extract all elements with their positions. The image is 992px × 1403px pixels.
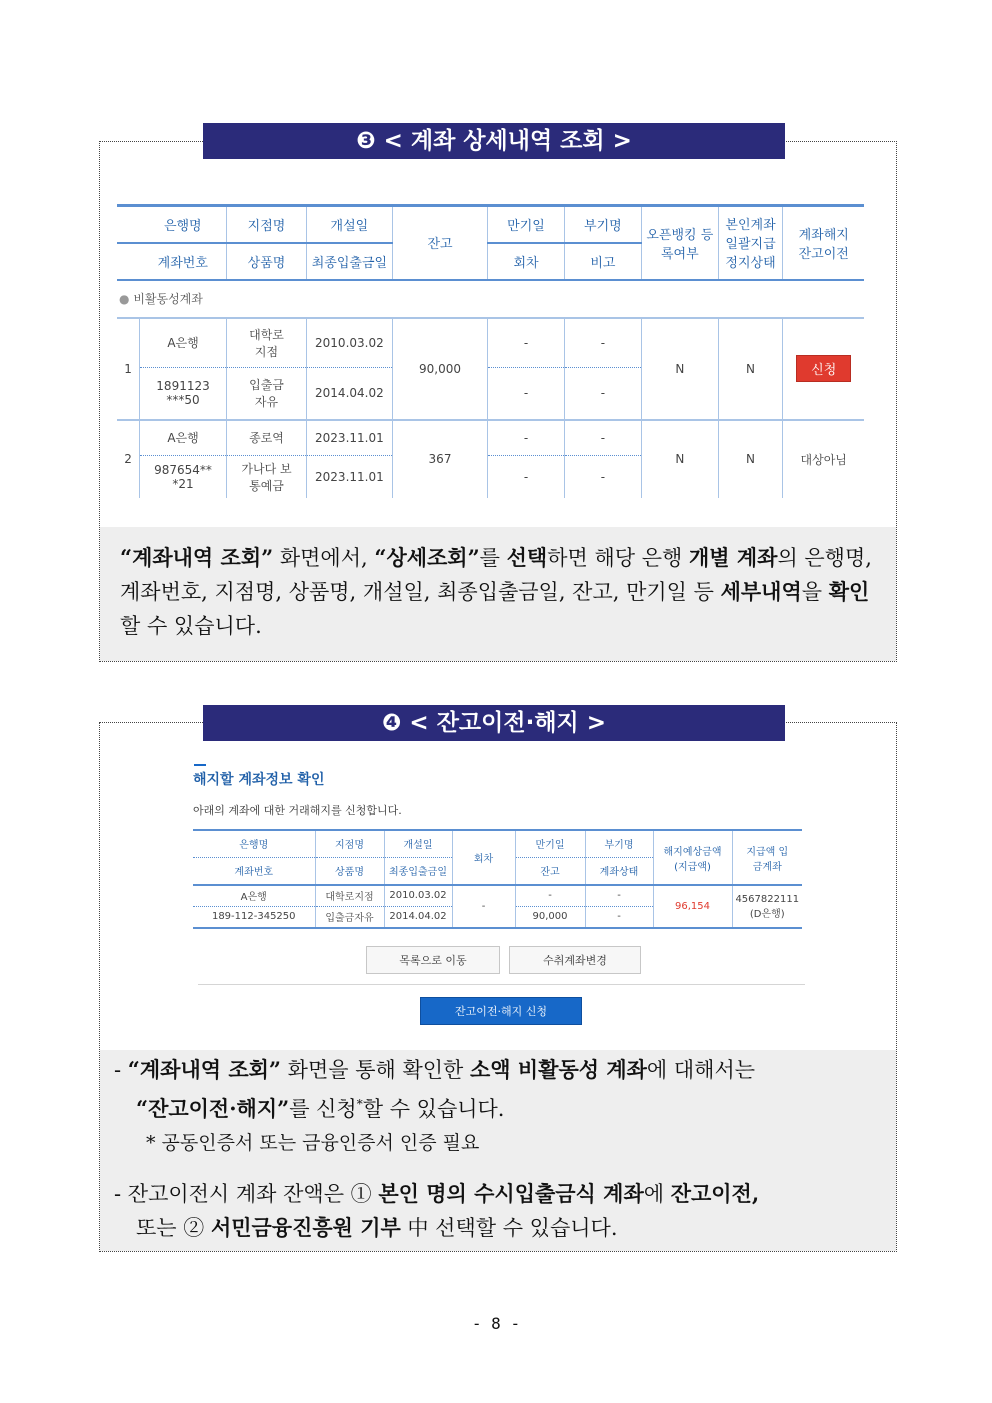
th-open-banking: 오픈뱅킹 등록여부	[642, 206, 719, 280]
cancel-apply-button[interactable]: 신청	[796, 355, 851, 382]
page-number: - 8 -	[471, 1314, 521, 1333]
desc4-text6: 에	[643, 1182, 671, 1206]
desc4-bold4: 서민금융진흥원 기부	[210, 1215, 401, 1240]
t2-pay-bank: (D은행)	[749, 908, 785, 920]
row1-last-tx: 2014.04.02	[307, 368, 393, 420]
th-bank: 은행명	[140, 206, 227, 243]
th2-status: 계좌상태	[585, 857, 653, 885]
t2-status: -	[585, 906, 653, 928]
desc4-quote1: “계좌내역 조회”	[127, 1057, 281, 1082]
group-label: 비활동성계좌	[133, 292, 203, 306]
th-memo-name: 부기명	[564, 206, 641, 243]
row2-cancel: 대상아님	[783, 420, 864, 498]
desc4-bold1: 소액 비활동성 계좌	[469, 1057, 647, 1082]
desc4-quote2: “잔고이전·해지”	[136, 1096, 290, 1121]
desc3-text5: 을	[801, 580, 829, 604]
th2-expected: 해지예상금액 (지급액)	[653, 830, 732, 885]
th-open-date: 개설일	[307, 206, 393, 243]
row2-balance: 367	[392, 420, 488, 498]
desc4-bold2: 본인 명의 수시입출금식 계좌	[378, 1181, 644, 1206]
desc4-bold3: 잔고이전,	[670, 1181, 760, 1206]
desc4-star: *	[356, 1097, 363, 1111]
t2-memo-name: -	[585, 885, 653, 906]
th2-branch: 지점명	[315, 830, 384, 857]
row1-account-no: 1891123 ***50	[140, 368, 227, 420]
apply-transfer-cancel-button[interactable]: 잔고이전·해지 신청	[420, 997, 582, 1025]
row2-memo-name: -	[564, 420, 641, 456]
th2-round: 회차	[452, 830, 515, 885]
desc4-text2: 에 대해서는	[646, 1058, 756, 1082]
desc3-text1: 화면에서,	[273, 546, 375, 570]
section4-description	[100, 1050, 896, 1251]
section4-title: ❹ < 잔고이전·해지 >	[381, 710, 607, 736]
t2-expected: 96,154	[653, 885, 732, 928]
th2-maturity: 만기일	[515, 830, 585, 857]
section3-description	[100, 527, 896, 661]
section4-notice: 아래의 계좌에 대한 거래해지를 신청합니다.	[193, 804, 402, 817]
row2-open-banking: N	[642, 420, 719, 498]
change-pay-account-button[interactable]: 수취계좌변경	[509, 946, 641, 974]
row1-no: 1	[124, 361, 132, 376]
desc4-text3: 를 신청	[289, 1097, 357, 1121]
row1-product: 입출금 자유	[226, 368, 306, 420]
th-maturity: 만기일	[488, 206, 564, 243]
t2-balance: 90,000	[515, 906, 585, 928]
desc3-bold3: 세부내역	[720, 579, 802, 604]
desc3-text2: 를	[479, 546, 507, 570]
row1-balance: 90,000	[392, 318, 488, 420]
t2-pay-account: 4567822111	[735, 893, 800, 905]
row1-remark: -	[564, 368, 641, 420]
section4-subtitle: 해지할 계좌정보 확인	[193, 772, 325, 788]
section4-title-bar	[203, 705, 785, 741]
th-remark: 비고	[564, 243, 641, 280]
th-self-account: 본인계좌 일괄지급 정지상태	[718, 206, 783, 280]
t2-branch: 대학로지점	[315, 885, 384, 906]
t2-product: 입출금자유	[315, 906, 384, 928]
section3-title: ❸ < 계좌 상세내역 조회 >	[356, 128, 632, 154]
row1-memo-name: -	[564, 318, 641, 368]
th2-memo-name: 부기명	[585, 830, 653, 857]
th-balance: 잔고	[392, 206, 488, 280]
th2-open-date: 개설일	[384, 830, 452, 857]
row2-remark: -	[564, 456, 641, 498]
row1-open-date: 2010.03.02	[307, 318, 393, 368]
t2-maturity: -	[515, 885, 585, 906]
th-round: 회차	[488, 243, 564, 280]
row2-product: 가나다 보통예금	[226, 456, 306, 498]
desc4-text1: 화면을 통해 확인한	[280, 1058, 470, 1082]
desc3-bold1: 선택	[506, 545, 548, 570]
desc4-text7: 또는 ②	[136, 1216, 211, 1240]
desc4-text8: 中 선택할 수 있습니다.	[400, 1216, 618, 1240]
th2-bank: 은행명	[193, 830, 315, 857]
row1-maturity: -	[488, 318, 564, 368]
row2-round: -	[488, 456, 564, 498]
th2-pay-account: 지급액 입금계좌	[732, 830, 802, 885]
th2-product: 상품명	[315, 857, 384, 885]
t2-open-date: 2010.03.02	[384, 885, 452, 906]
row1-bank: A은행	[140, 318, 227, 368]
row1-round: -	[488, 368, 564, 420]
cancel-account-table	[193, 829, 802, 929]
desc3-text6: 할 수 있습니다.	[120, 614, 262, 638]
th-branch: 지점명	[226, 206, 306, 243]
th-account-no: 계좌번호	[157, 255, 208, 271]
desc3-text4: 의 은행명, 계좌번호, 지점명, 상품명, 개설일, 최종입출금일, 잔고, 만기일 등	[120, 546, 872, 604]
row2-bank: A은행	[140, 420, 227, 456]
desc3-bold2: 개별 계좌	[688, 545, 778, 570]
back-to-list-button[interactable]: 목록으로 이동	[366, 946, 500, 974]
th-cancel: 계좌해지 잔고이전	[783, 206, 864, 280]
row1-branch: 대학로 지점	[226, 318, 306, 368]
t2-last-tx: 2014.04.02	[384, 906, 452, 928]
row2-account-no: 987654** *21	[140, 456, 227, 498]
desc4-text4: 할 수 있습니다.	[362, 1097, 505, 1121]
desc4-text5: 잔고이전시 계좌 잔액은 ①	[121, 1182, 379, 1206]
t2-bank: A은행	[193, 885, 315, 906]
row1-open-banking: N	[642, 318, 719, 420]
row2-maturity: -	[488, 420, 564, 456]
desc3-bold4: 확인	[828, 579, 870, 604]
row2-open-date: 2023.11.01	[307, 420, 393, 456]
th-last-tx: 최종입출금일	[307, 243, 393, 280]
row2-no: 2	[124, 452, 132, 466]
t2-round: -	[452, 885, 515, 928]
divider	[198, 984, 805, 985]
th2-last-tx: 최종입출금일	[384, 857, 452, 885]
desc4-dash1: -	[114, 1058, 122, 1082]
row1-self-account: N	[718, 318, 783, 420]
desc3-text3: 하면 해당 은행	[547, 546, 689, 570]
th2-balance: 잔고	[515, 857, 585, 885]
subtitle-accent	[194, 764, 206, 766]
desc4-footnote: * 공동인증서 또는 금융인증서 인증 필요	[146, 1132, 480, 1154]
row2-branch: 종로역	[226, 420, 306, 456]
desc3-quote1: “계좌내역 조회”	[120, 545, 274, 570]
section3-title-bar	[203, 123, 785, 159]
th-product: 상품명	[226, 243, 306, 280]
th2-account-no: 계좌번호	[234, 867, 274, 879]
t2-account-no: 189-112-345250	[211, 911, 296, 923]
desc3-quote2: “상세조회”	[374, 545, 480, 570]
row2-last-tx: 2023.11.01	[307, 456, 393, 498]
desc4-dash2: -	[114, 1182, 122, 1206]
account-detail-table	[117, 204, 864, 498]
row2-self-account: N	[718, 420, 783, 498]
bullet-icon: ●	[119, 292, 130, 306]
